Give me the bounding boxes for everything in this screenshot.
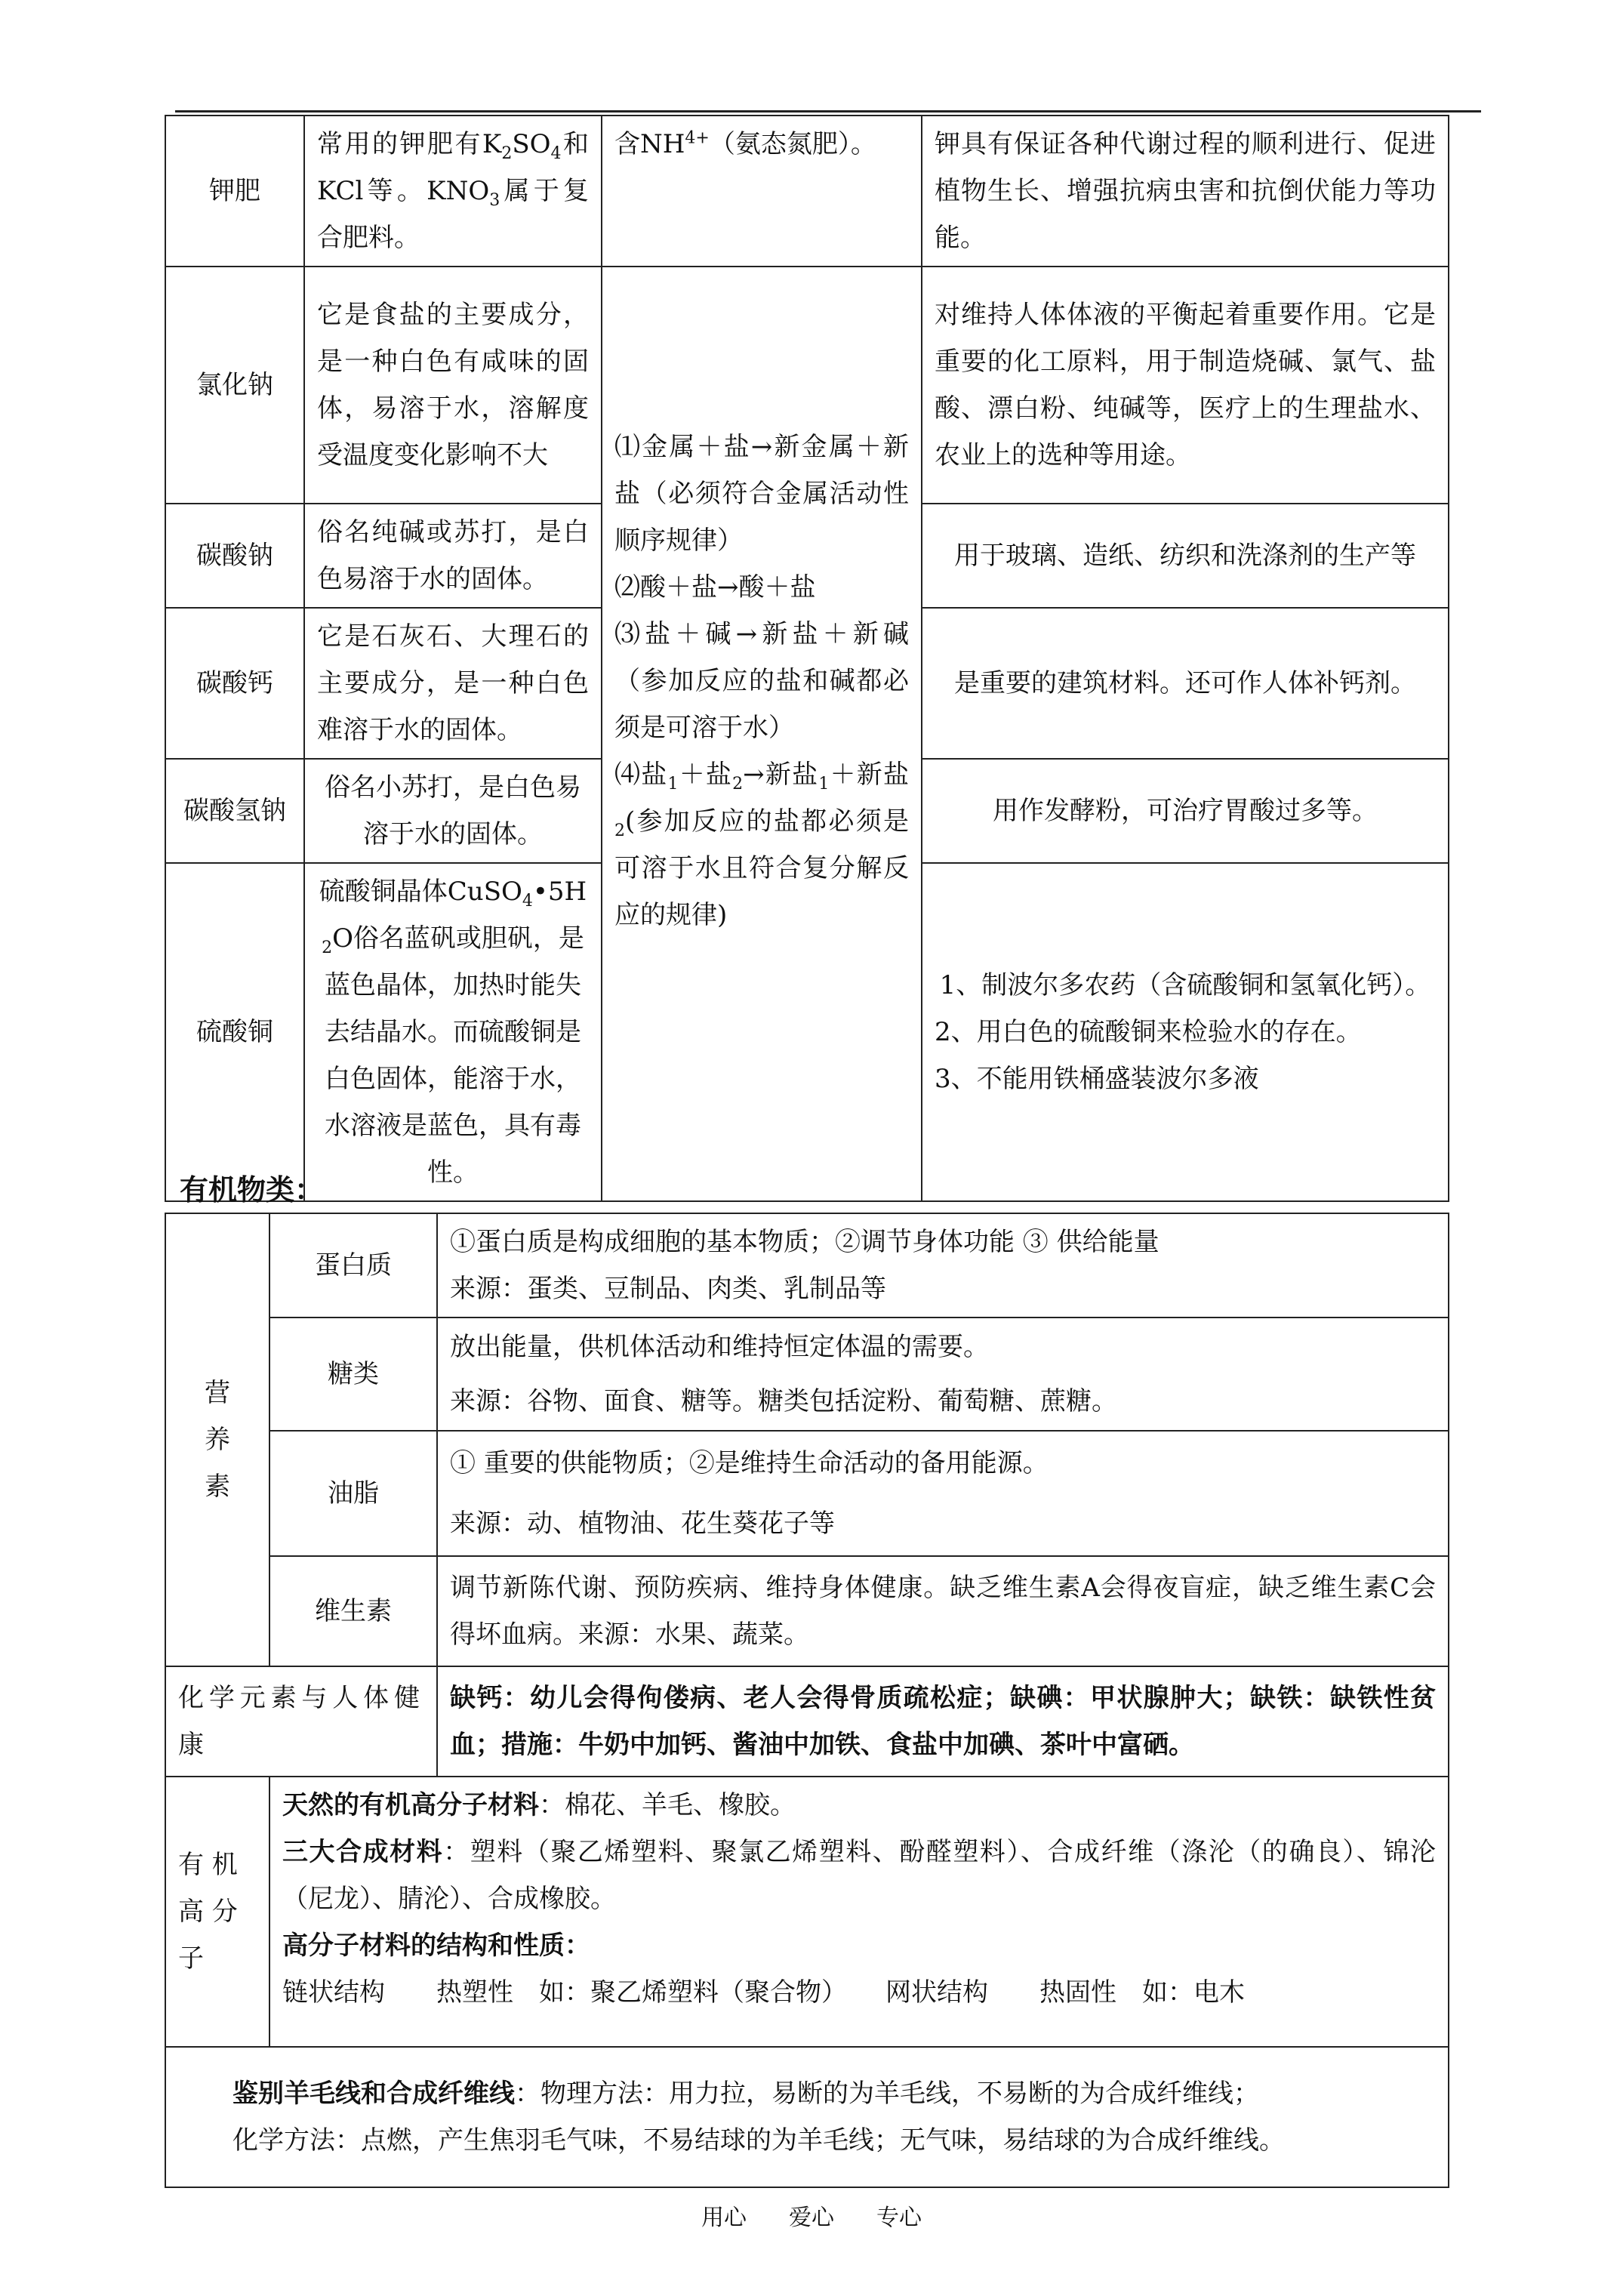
salts-table — [165, 115, 1449, 1202]
salt-description: 它是石灰石、大理石的主要成分，是一种白色难溶于水的固体。 — [304, 608, 602, 759]
use-bordeaux: 1、制波尔多农药（含硫酸铜和氢氧化钙）。 — [939, 970, 1431, 1000]
nutrient-name: 维生素 — [269, 1556, 437, 1666]
organic-table — [165, 1213, 1449, 2188]
property-acid-salt: ⑵酸＋盐→酸＋盐 — [614, 572, 816, 603]
footer-text: 用心 — [701, 2205, 747, 2231]
footer-text: 专心 — [876, 2205, 922, 2231]
salt-name: 硫酸铜 — [165, 863, 304, 1201]
identify-info: 鉴别羊毛线和合成纤维线：物理方法：用力拉，易断的为羊毛线，不易断的为合成纤维线； 化学方法：点燃，产生焦羽毛气味，不易结球的为羊毛线；无气味，易结球的为合成纤维线。 — [165, 2047, 1449, 2187]
section-title-organic: 有机物类： — [180, 1173, 324, 1207]
property-salt-base: ⑶盐＋碱→新盐＋新碱（参加反应的盐和碱都必须是可溶于水） — [614, 619, 909, 743]
nutrient-name: 油脂 — [269, 1431, 437, 1556]
salt-use: 用作发酵粉，可治疗胃酸过多等。 — [922, 759, 1449, 863]
salt-use: 钾具有保证各种代谢过程的顺利进行、促进植物生长、增强抗病虫害和抗倒伏能力等功能。 — [922, 116, 1449, 267]
nutrient-name: 蛋白质 — [269, 1213, 437, 1318]
nutrient-name: 糖类 — [269, 1318, 437, 1431]
elements-health-info: 缺钙：幼儿会得佝偻病、老人会得骨质疏松症；缺碘：甲状腺肿大；缺铁：缺铁性贫血；措施：牛奶中加钙、酱油中加铁、食盐中加碘、茶叶中富硒。 — [437, 1666, 1449, 1777]
use-detect-water: 2、用白色的硫酸铜来检验水的存在。 — [935, 1017, 1362, 1047]
nutrient-info: ①蛋白质是构成细胞的基本物质；②调节身体功能 ③ 供给能量 来源：蛋类、豆制品、肉类、乳制品等 — [437, 1213, 1449, 1318]
elements-health-label: 化学元素与人体健康 — [165, 1666, 437, 1777]
property-metal-salt: ⑴金属＋盐→新金属＋新盐（必须符合金属活动性顺序规律） — [614, 432, 909, 556]
salt-description: 俗名纯碱或苏打，是白色易溶于水的固体。 — [304, 504, 602, 608]
table-row — [165, 116, 1449, 267]
nutrient-info: ① 重要的供能物质；②是维持生命活动的备用能源。 来源：动、植物油、花生葵花子等 — [437, 1431, 1449, 1556]
salt-description: 常用的钾肥有$K_2SO_4$和KCl等。$KNO_3$属于复合肥料。 — [304, 116, 602, 267]
salt-use: 对维持人体体液的平衡起着重要作用。它是重要的化工原料，用于制造烧碱、氯气、盐酸、漂白粉、纯碱等，医疗上的生理盐水、农业上的选种等用途。 — [922, 267, 1449, 504]
table-row — [165, 267, 1449, 504]
page-footer — [0, 2199, 1623, 2232]
salt-use: 是重要的建筑材料。还可作人体补钙剂。 — [922, 608, 1449, 759]
salt-name: 碳酸钠 — [165, 504, 304, 608]
salt-name: 氯化钠 — [165, 267, 304, 504]
salt-name: 碳酸钙 — [165, 608, 304, 759]
nutrient-info: 放出能量，供机体活动和维持恒定体温的需要。 来源：谷物、面食、糖等。糖类包括淀粉、葡萄糖、蔗糖。 — [437, 1318, 1449, 1431]
table-row — [165, 1666, 1449, 1777]
table-row — [165, 1431, 1449, 1556]
nutrient-label: 营 养 素 — [165, 1213, 269, 1666]
salt-description: 硫酸铜晶体$CuSO_4•5H_2O$俗名蓝矾或胆矾，是蓝色晶体，加热时能失去结晶水。而硫酸铜是白色固体，能溶于水，水溶液是蓝色，具有毒性。 — [304, 863, 602, 1201]
polymer-label: 有 机 高 分 子 — [165, 1777, 269, 2047]
salt-use — [922, 863, 1449, 1201]
polymer-info: 天然的有机高分子材料：棉花、羊毛、橡胶。 三大合成材料：塑料（聚乙烯塑料、聚氯乙烯塑料、酚醛塑料）、合成纤维（涤沦（的确良）、锦沦（尼龙）、腈沦）、合成橡胶。 高分子材料的结构和性质： 链状结构 热塑性 如：聚乙烯塑料（聚合物） 网状结构 热固性 如：电木 — [269, 1777, 1449, 2047]
salt-name: 碳酸氢钠 — [165, 759, 304, 863]
salt-property: 含$NH^{4+}$（氨态氮肥）。 — [602, 116, 922, 267]
table-row — [165, 1556, 1449, 1666]
table-row — [165, 1213, 1449, 1318]
salt-description: 俗名小苏打，是白色易溶于水的固体。 — [304, 759, 602, 863]
header-rule — [175, 110, 1481, 112]
salt-use: 用于玻璃、造纸、纺织和洗涤剂的生产等 — [922, 504, 1449, 608]
use-no-iron-bucket: 3、不能用铁桶盛装波尔多液 — [935, 1064, 1259, 1094]
table-row — [165, 1318, 1449, 1431]
table-row — [165, 1777, 1449, 2047]
property-salt-salt: ⑷盐$_1$＋盐$_2$→新盐$_1$＋新盐$_2$(参加反应的盐都必须是可溶于水且符合复分解反应的规律) — [614, 760, 910, 930]
salt-name: 钾肥 — [165, 116, 304, 267]
table-row — [165, 2047, 1449, 2187]
footer-text: 爱心 — [789, 2205, 834, 2231]
nutrient-info: 调节新陈代谢、预防疾病、维持身体健康。缺乏维生素A会得夜盲症，缺乏维生素C会得坏血病。来源：水果、蔬菜。 — [437, 1556, 1449, 1666]
salt-description: 它是食盐的主要成分，是一种白色有咸味的固体，易溶于水，溶解度受温度变化影响不大 — [304, 267, 602, 504]
shared-chemical-properties — [602, 267, 922, 1201]
